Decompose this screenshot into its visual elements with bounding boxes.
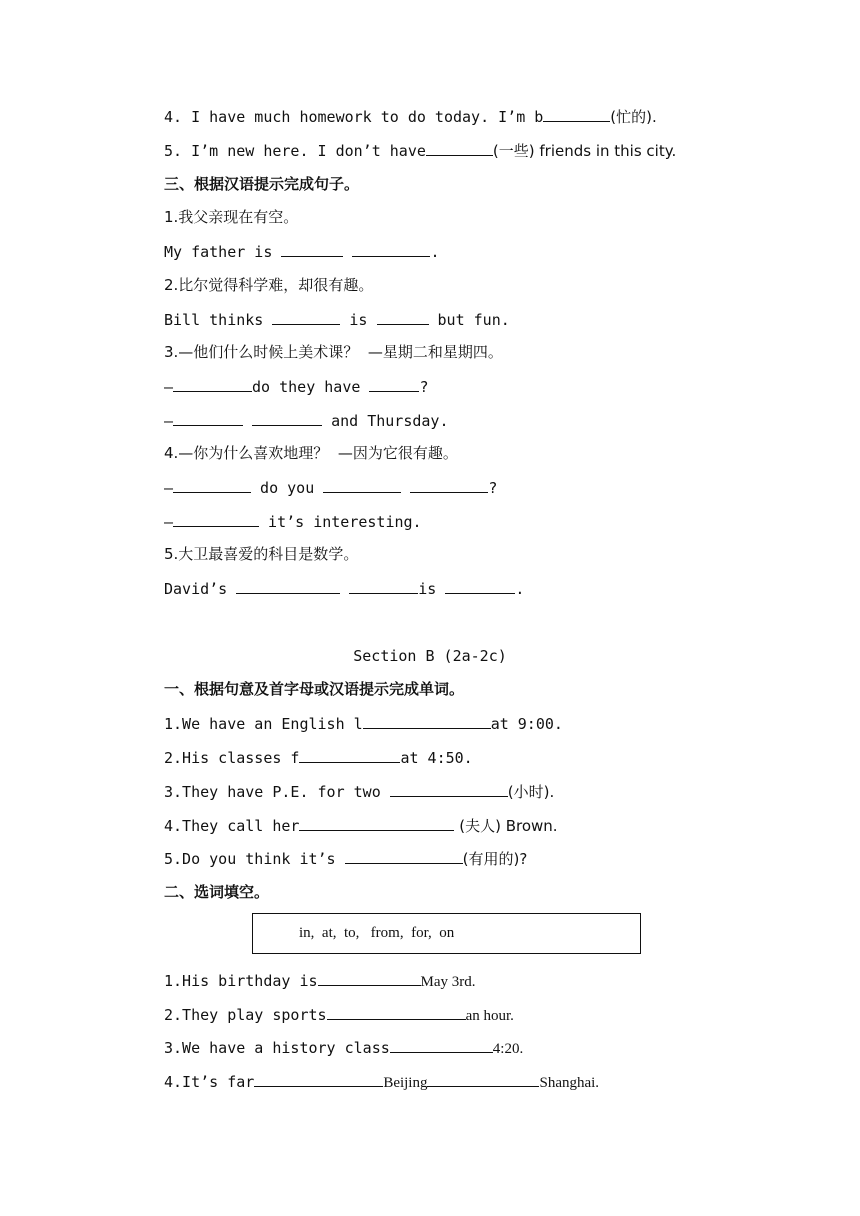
question-text: 2.They play sports [164, 1006, 327, 1024]
answer-blank[interactable] [318, 969, 421, 986]
answer-line-3a [164, 375, 428, 397]
word-bank-box [252, 913, 641, 954]
question-text: . [515, 580, 525, 598]
question-text: (夫人) Brown. [454, 817, 558, 835]
answer-line-1 [164, 240, 439, 262]
fill-question-2 [164, 1003, 514, 1025]
answer-blank[interactable] [352, 240, 430, 257]
question-5 [164, 139, 676, 161]
answer-blank[interactable] [426, 139, 493, 156]
answer-blank[interactable] [543, 105, 610, 122]
question-text: do they have [252, 378, 370, 396]
answer-blank[interactable] [299, 814, 454, 831]
question-text: but fun. [428, 311, 510, 329]
word-question-1 [164, 712, 563, 734]
answer-blank[interactable] [299, 746, 400, 763]
prompt-4: 4.—你为什么喜欢地理？ —因为它很有趣。 [164, 444, 458, 462]
word-question-3 [164, 780, 554, 802]
question-text: 4.They call her [164, 817, 300, 835]
question-text: — [164, 479, 174, 497]
question-text: 5.Do you think it’s [164, 850, 345, 868]
fill-question-4 [164, 1070, 599, 1092]
word-question-5 [164, 847, 527, 869]
answer-blank[interactable] [390, 780, 508, 797]
section-title: Section B (2a-2c) [353, 647, 507, 665]
question-text: it’s interesting. [259, 513, 422, 531]
section-heading-3: 三、根据汉语提示完成句子。 [164, 175, 360, 193]
question-text [401, 479, 410, 497]
answer-blank[interactable] [345, 847, 463, 864]
answer-blank[interactable] [323, 476, 401, 493]
answer-blank[interactable] [252, 409, 322, 426]
question-text: 5. I’m new here. I don’t have [164, 142, 426, 160]
answer-blank[interactable] [377, 308, 429, 325]
question-text: 1.We have an English l [164, 715, 363, 733]
answer-blank[interactable] [445, 577, 515, 594]
question-text: and Thursday. [322, 412, 449, 430]
question-text: 4.It’s far [164, 1073, 255, 1091]
answer-blank[interactable] [410, 476, 488, 493]
answer-blank[interactable] [173, 409, 243, 426]
word-bank: in, at, to, from, for, on [299, 925, 455, 941]
answer-line-2 [164, 308, 510, 330]
answer-blank[interactable] [236, 577, 340, 594]
question-text: at 4:50. [400, 749, 473, 767]
question-text: May 3rd. [420, 974, 476, 990]
question-text [340, 580, 349, 598]
question-text: at 9:00. [490, 715, 563, 733]
answer-blank[interactable] [363, 712, 491, 729]
answer-blank[interactable] [427, 1070, 539, 1087]
question-text: Bill thinks [164, 311, 273, 329]
prompt-3: 3.—他们什么时候上美术课？ —星期二和星期四。 [164, 343, 503, 361]
answer-line-5 [164, 577, 524, 599]
question-text: (小时). [507, 783, 555, 801]
question-text: 1.His birthday is [164, 972, 318, 990]
question-text: 4. I have much homework to do today. I’m b [164, 108, 544, 126]
answer-line-4a [164, 476, 497, 498]
question-4 [164, 105, 657, 127]
question-text: ? [419, 378, 429, 396]
question-text: My father is [164, 243, 282, 261]
question-text [343, 243, 352, 261]
question-text: — [164, 513, 174, 531]
question-text: is [340, 311, 377, 329]
answer-blank[interactable] [390, 1036, 493, 1053]
question-text: Shanghai. [539, 1075, 600, 1091]
answer-blank[interactable] [254, 1070, 383, 1087]
question-text: an hour. [465, 1008, 514, 1024]
fill-question-3 [164, 1036, 523, 1058]
answer-blank[interactable] [281, 240, 343, 257]
question-text: . [430, 243, 440, 261]
answer-blank[interactable] [173, 476, 251, 493]
question-text: 3.They have P.E. for two [164, 783, 390, 801]
answer-blank[interactable] [173, 510, 259, 527]
answer-blank[interactable] [173, 375, 252, 392]
question-text: — [164, 412, 174, 430]
answer-line-3b [164, 409, 449, 431]
question-text: (有用的)? [462, 850, 528, 868]
answer-blank[interactable] [349, 577, 418, 594]
answer-blank[interactable] [327, 1003, 466, 1020]
section-heading-2: 二、选词填空。 [164, 883, 270, 901]
section-heading-1: 一、根据句意及首字母或汉语提示完成单词。 [164, 680, 465, 698]
prompt-5: 5.大卫最喜爱的科目是数学。 [164, 545, 359, 563]
fill-question-1 [164, 969, 476, 991]
question-text: — [164, 378, 174, 396]
answer-blank[interactable] [272, 308, 340, 325]
word-question-4 [164, 814, 558, 836]
question-text: is [418, 580, 446, 598]
question-text: David’s [164, 580, 237, 598]
question-text: (忙的). [610, 108, 657, 126]
question-text: (一些) friends in this city. [492, 142, 677, 160]
question-text: 2.His classes f [164, 749, 300, 767]
question-text: 4:20. [492, 1041, 524, 1057]
question-text: do you [251, 479, 324, 497]
answer-blank[interactable] [369, 375, 419, 392]
question-text: 3.We have a history class [164, 1039, 390, 1057]
question-text [243, 412, 252, 430]
question-text: Beijing [383, 1075, 428, 1091]
prompt-2: 2.比尔觉得科学难，却很有趣。 [164, 276, 374, 294]
question-text: ? [488, 479, 498, 497]
word-question-2 [164, 746, 473, 768]
answer-line-4b [164, 510, 422, 532]
prompt-1: 1.我父亲现在有空。 [164, 208, 299, 226]
